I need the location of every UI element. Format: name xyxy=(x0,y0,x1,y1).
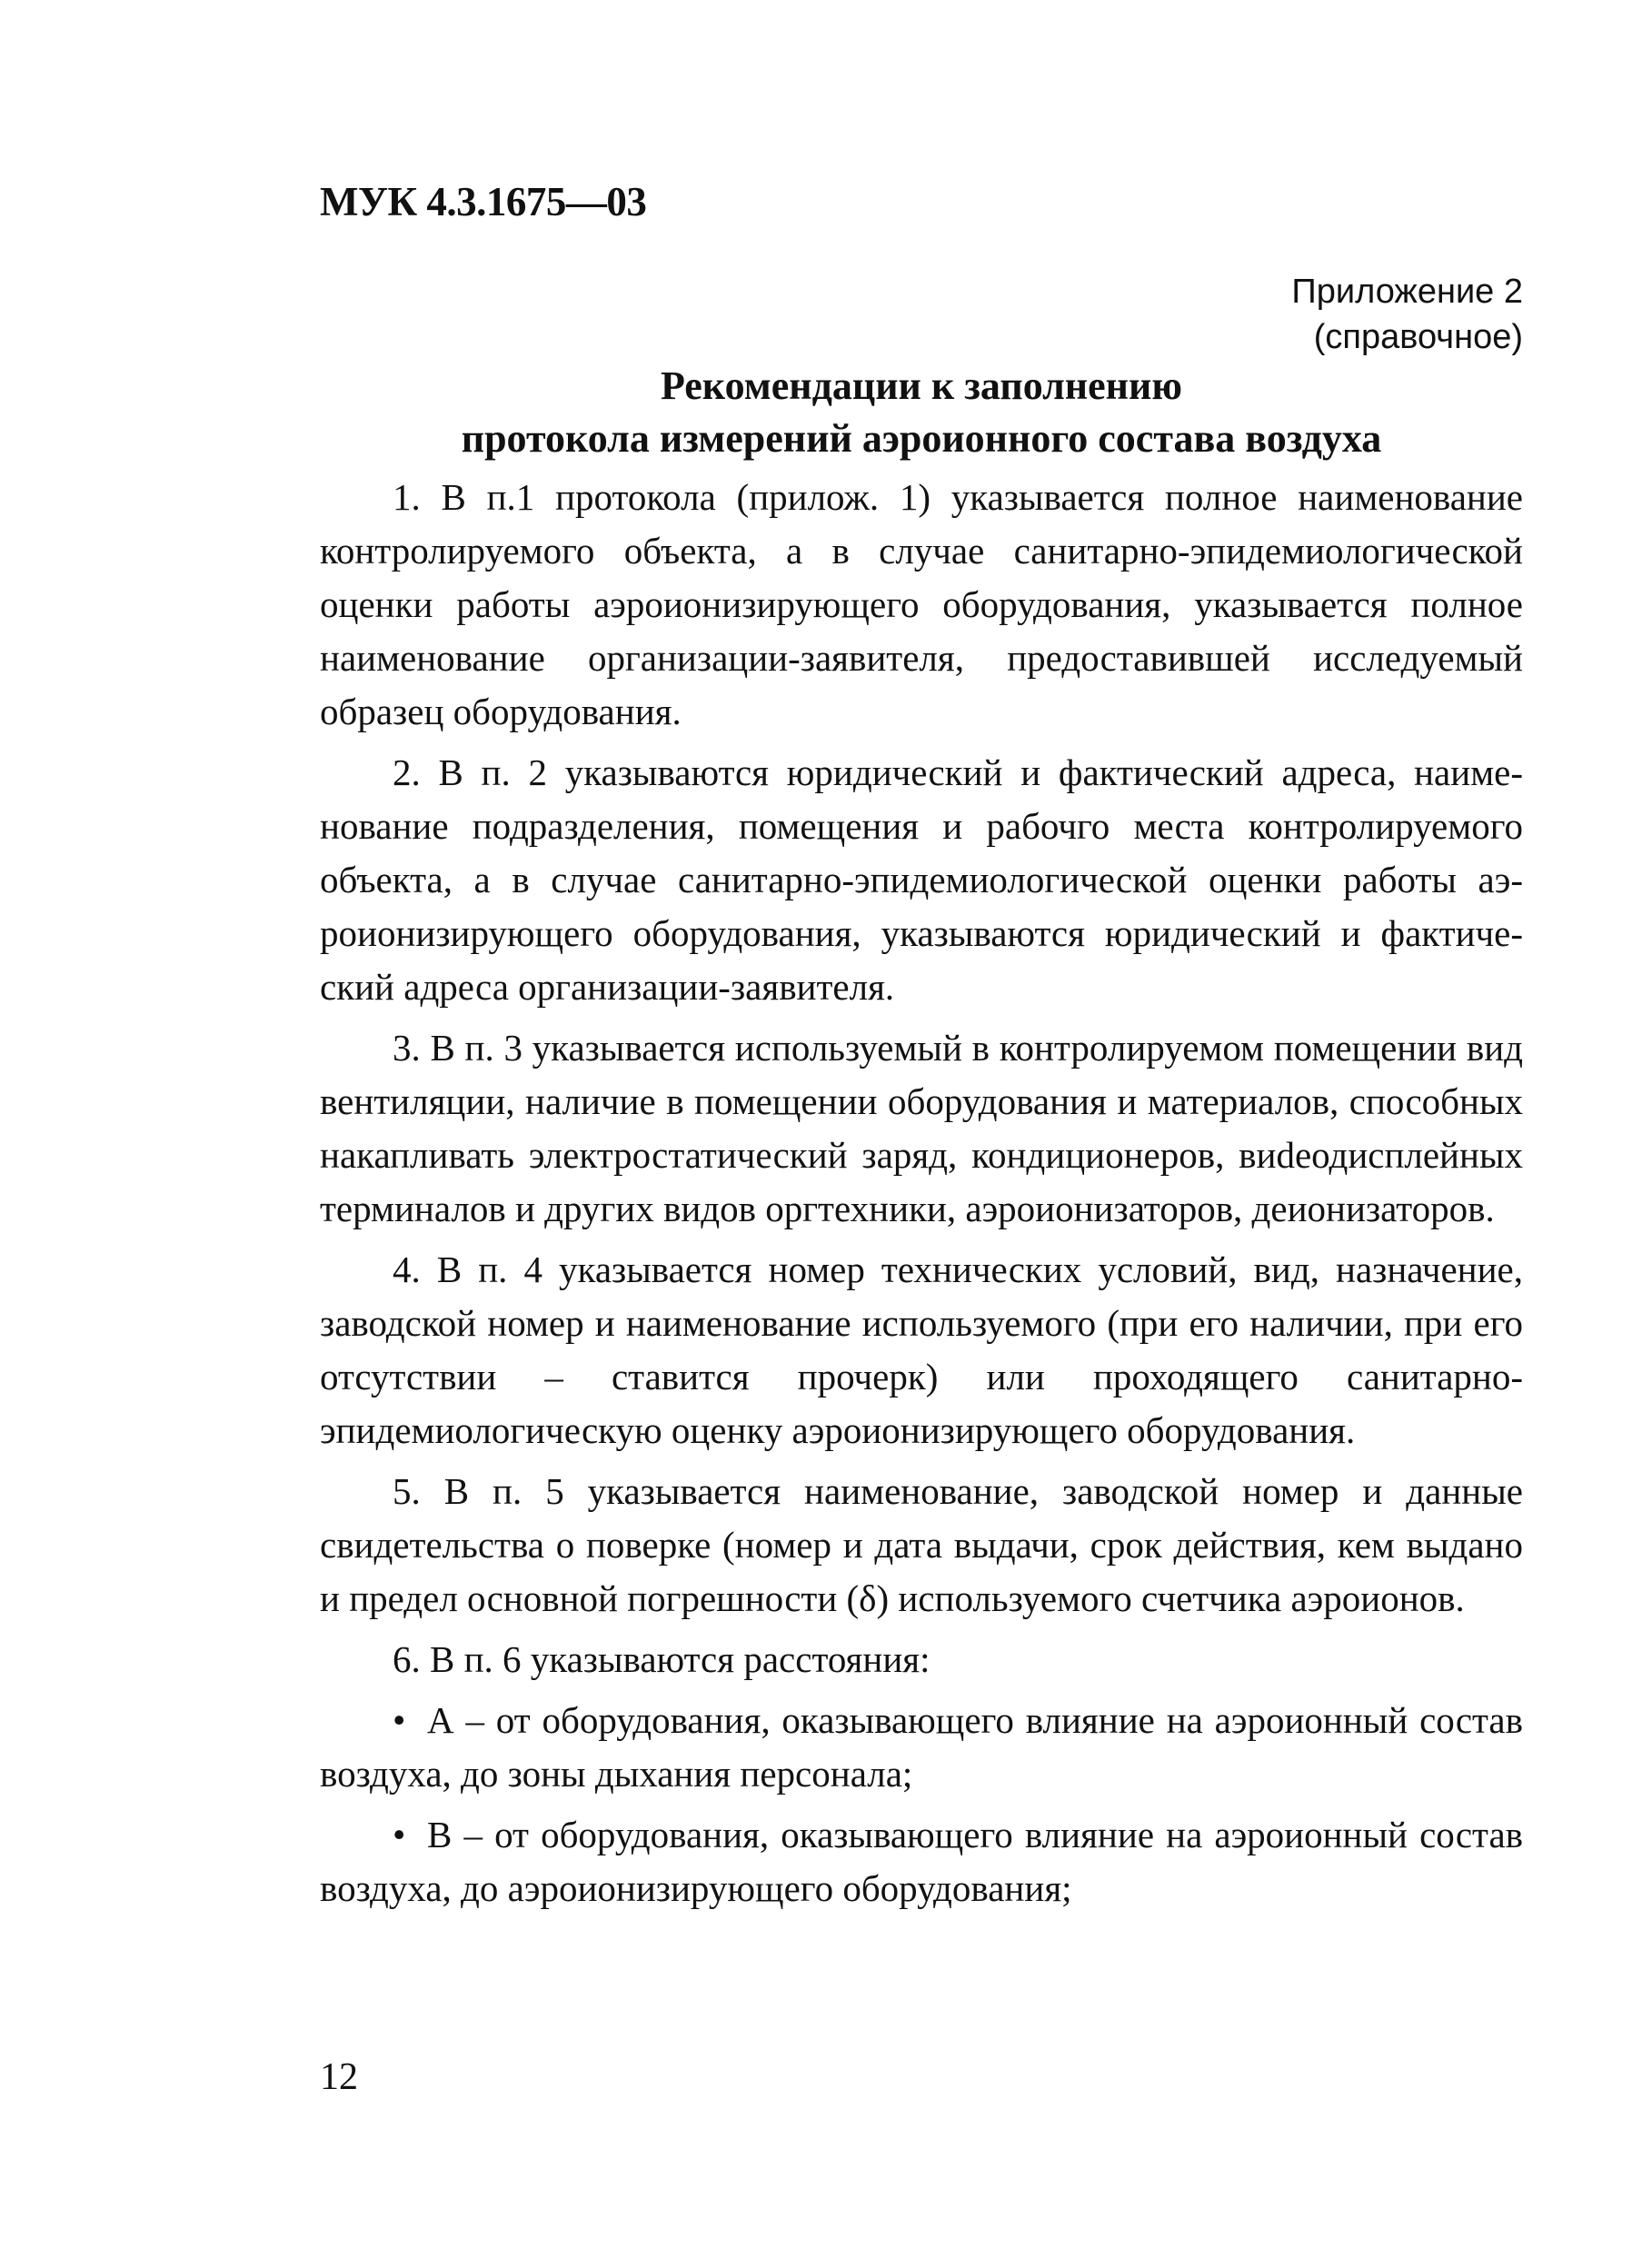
paragraph-1: 1. В п.1 протокола (прилож. 1) указывается полное наименование контролируемого объекта, а в случае санитарно-эпидемиологической оценки работы аэроионизирующего оборудования, указывается полное наименование организации-заявителя, предоставившей исследуемый образец оборудования. xyxy=(320,476,1523,732)
document-code: МУК 4.3.1675—03 xyxy=(320,179,647,224)
document-body xyxy=(320,471,1523,1923)
list-item xyxy=(320,1808,1523,1915)
paragraph-3: 3. В п. 3 указывается используемый в контролируемом помещении вид вентиляции, наличие в помещении оборудования и материалов, способных накапливать электростатический заряд, кондиционеров, виdеодисплейных терминалов и других видов оргтехники, аэроионизаторов, деионизаторов. xyxy=(320,1027,1523,1229)
page-number: 12 xyxy=(320,2056,358,2098)
paragraph-2: 2. В п. 2 указываются юридический и фактический адреса, наименование подразделения, помещения и рабочго места контролируемого объекта, а в случае санитарно-эпидемиологической оценки работы аэроионизирующего оборудования, указываются юридический и фактический адреса организации-заявителя. xyxy=(320,751,1523,1008)
list-item-text: В – от оборудования, оказывающего влияние на аэроионный состав воздуха, до аэроионизирующего оборудования; xyxy=(320,1814,1523,1909)
bullet-icon: • xyxy=(393,1814,406,1855)
section-title xyxy=(320,360,1523,465)
section-title-line-1: Рекомендации к заполнению xyxy=(660,363,1183,408)
paragraph-4: 4. В п. 4 указывается номер технических условий, вид, назначение, заводской номер и наименование используемого (при его наличии, при его отсутствии – ставится прочерк) или проходящего санитарно-эпидемиологическую оценку аэроионизирующего оборудования. xyxy=(320,1248,1523,1451)
appendix-label xyxy=(1291,269,1523,360)
appendix-type: (справочное) xyxy=(1313,318,1523,356)
appendix-number: Приложение 2 xyxy=(1291,273,1523,311)
list-item xyxy=(320,1694,1523,1801)
list-item-text: А – от оборудования, оказывающего влияние на аэроионный состав воздуха, до зоны дыхания персонала; xyxy=(320,1699,1523,1795)
paragraph-6: 6. В п. 6 указываются расстояния: xyxy=(393,1638,930,1680)
section-title-line-2: протокола измерений аэроионного состава воздуха xyxy=(461,416,1382,461)
bullet-icon: • xyxy=(393,1699,406,1741)
paragraph-5: 5. В п. 5 указывается наименование, заводской номер и данные свидетельства о поверке (номер и дата выдачи, срок действия, кем выдано и предел основной погрешности (δ) используемого счетчика аэроионов. xyxy=(320,1470,1523,1619)
